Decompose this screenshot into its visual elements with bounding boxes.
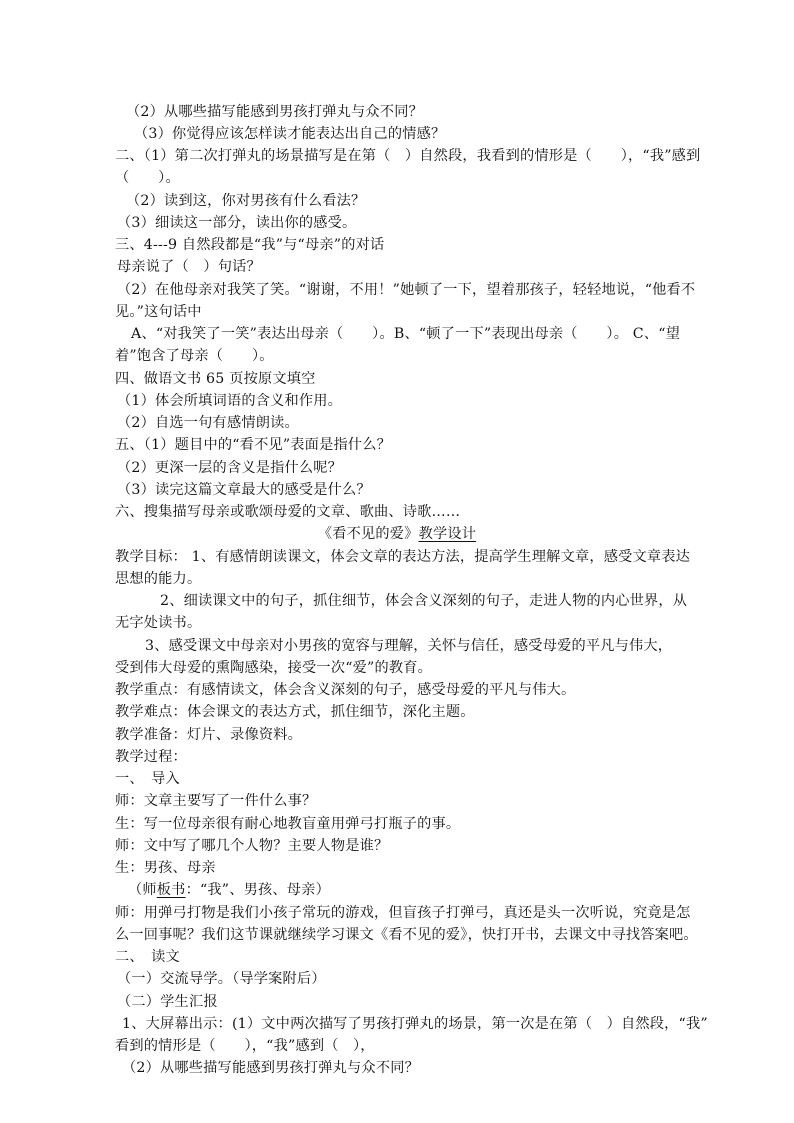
lesson-heading (0, 524, 794, 544)
goal-line: 受到伟大母爱的熏陶感染，接受一次“爱”的教育。 (115, 660, 433, 676)
dialogue-line: 师：文章主要写了一件什么事？ (115, 793, 317, 809)
dialogue-line: 师：用弹弓打物是我们小孩子常玩的游戏，但盲孩子打弹弓，真还是头一次听说，究竟是怎 (115, 905, 691, 921)
section-three-title: 三、4---9 自然段都是“我”与“母亲”的对话 (115, 237, 385, 253)
dialogue-line: 么一回事呢？我们这节课就继续学习课文《看不见的爱》，快打开书，去课文中寻找答案吧。 (115, 927, 698, 943)
goal-line: 无字处读书。 (115, 615, 202, 631)
report-line: 1、大屏幕出示：(1）文中两次描写了男孩打弹丸的场景，第一次是在第（ ）自然段，“我” (122, 1016, 708, 1032)
question-line: （3）细读这一部分，读出你的感受。 (117, 215, 357, 231)
question-line: （2）在他母亲对我笑了笑。“谢谢，不用！”她顿了一下，望着那孩子，轻轻地说，“他看不 (117, 282, 696, 298)
question-line: 母亲说了（ ）句话？ (117, 259, 261, 275)
preparation: 教学准备：灯片、录像资料。 (115, 727, 303, 743)
question-line: 见。”这句话中 (115, 304, 202, 320)
section-two-line: 二、（1）第二次打弹丸的场景描写是在第（ ）自然段，我看到的情形是（ ），“我”感到 (115, 148, 701, 164)
board-note: （师板书：“我”、男孩、母亲） (128, 882, 330, 898)
question-line: 着”饱含了母亲（ ）。 (115, 348, 274, 364)
question-line: （2）更深一层的含义是指什么呢？ (117, 460, 343, 476)
difficult-points: 教学难点：体会课文的表达方式，抓住细节，深化主题。 (115, 704, 475, 720)
sub-step-line: （二）学生汇报 (117, 994, 218, 1010)
goal-line: 2、细读课文中的句子，抓住细节，体会含义深刻的句子，走进人物的内心世界，从 (160, 593, 688, 609)
question-line: （2）自选一句有感情朗读。 (117, 415, 299, 431)
dialogue-line: 师：文中写了哪几个人物？主要人物是谁？ (115, 838, 389, 854)
step-two-title: 二、 读文 (115, 949, 180, 965)
question-line: （2）读到这，你对男孩有什么看法？ (126, 193, 366, 209)
design-label: 教学设计 (418, 526, 477, 542)
section-five-line: 五、（1）题目中的“看不见”表面是指什么？ (115, 437, 392, 453)
question-line: （2）从哪些描写能感到男孩打弹丸与众不同？ (122, 1060, 419, 1076)
section-two-line: （ ）。 (115, 170, 180, 186)
step-one-title: 一、 导入 (115, 771, 180, 787)
goal-line: 教学目标： 1、有感情朗读课文，体会文章的表达方法，提高学生理解文章，感受文章表达 (115, 549, 691, 565)
dialogue-line: 生：写一位母亲很有耐心地教盲童用弹弓打瓶子的事。 (115, 816, 461, 832)
section-four-title: 四、做语文书 65 页按原文填空 (115, 371, 316, 387)
process-heading: 教学过程： (115, 749, 187, 765)
report-line: 看到的情形是（ ），“我”感到（ ）， (115, 1038, 375, 1054)
goal-line: 3、感受课文中母亲对小男孩的宽容与理解，关怀与信任，感受母爱的平凡与伟大， (145, 638, 673, 654)
key-points: 教学重点：有感情读文，体会含义深刻的句子，感受母爱的平凡与伟大。 (115, 682, 576, 698)
dialogue-line: 生：男孩、母亲 (115, 860, 216, 876)
book-title: 《看不见的爱》 (317, 526, 419, 542)
question-line: （1）体会所填词语的含义和作用。 (117, 393, 343, 409)
question-line: A、“对我笑了一笑”表达出母亲（ ）。B、“顿了一下”表现出母亲（ ）。 C、“望 (131, 326, 681, 342)
section-six-title: 六、搜集描写母亲或歌颂母爱的文章、歌曲、诗歌…… (115, 504, 461, 520)
question-line: （3）读完这篇文章最大的感受是什么？ (117, 482, 371, 498)
question-line: （2）从哪些描写能感到男孩打弹丸与众不同？ (126, 104, 423, 120)
goal-line: 思想的能力。 (115, 571, 202, 587)
question-line: （3）你觉得应该怎样读才能表达出自己的情感？ (134, 126, 446, 142)
sub-step-line: （一）交流导学。（导学案附后） (117, 971, 326, 987)
